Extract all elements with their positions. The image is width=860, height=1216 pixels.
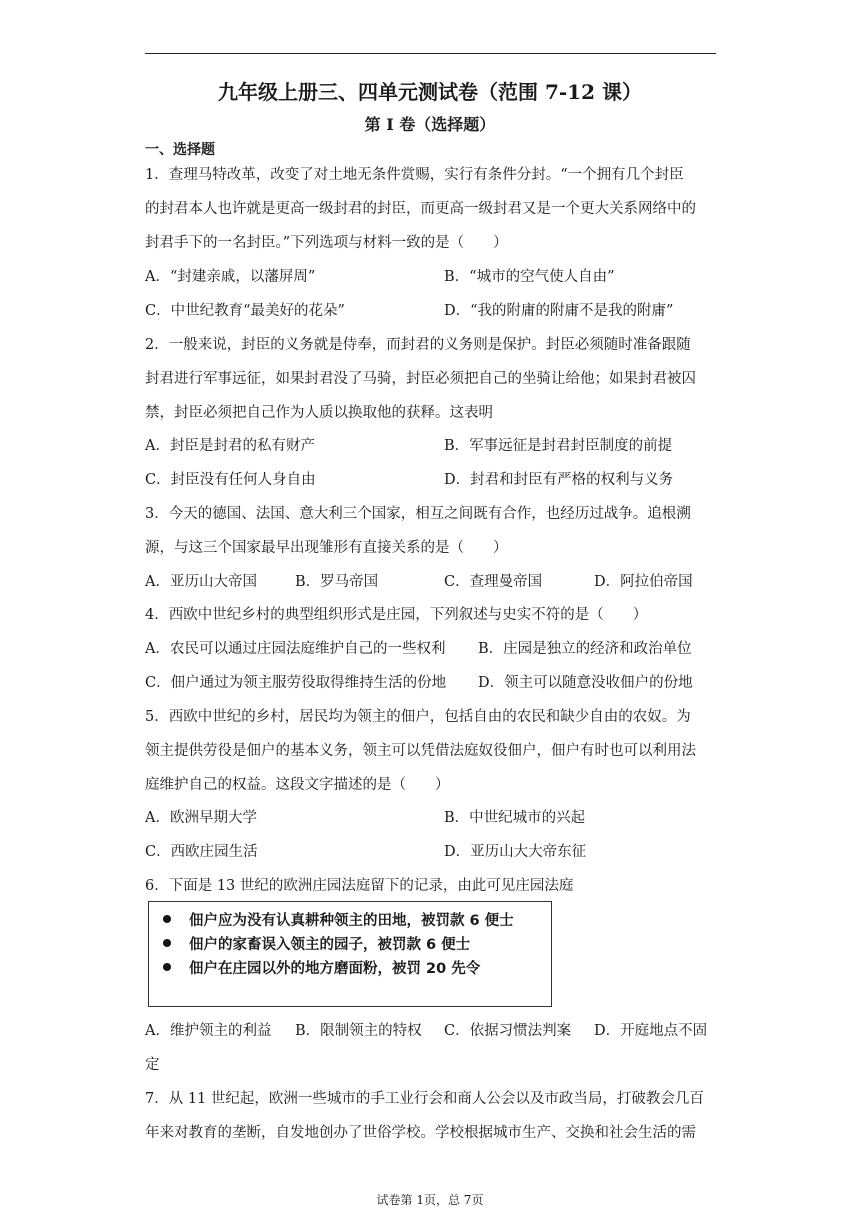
page-footer: 试卷第 1页，总 7页 xyxy=(376,1193,484,1207)
q6-option-a: A．维护领主的利益 xyxy=(145,1023,272,1039)
q4-option-a: A．农民可以通过庄园法庭维护自己的一些权利 xyxy=(145,641,446,657)
record-item xyxy=(163,909,514,930)
question-2-line-1: 2．一般来说，封臣的义务就是侍奉，而封君的义务则是保护。封臣必须随时准备跟随 xyxy=(145,337,691,353)
record-text: 佃户应为没有认真耕种领主的田地，被罚款 6 便士 xyxy=(189,913,514,929)
bullet-icon xyxy=(163,915,171,923)
question-1-line-2: 的封君本人也许就是更高一级封君的封臣，而更高一级封君又是一个更大关系网络中的 xyxy=(145,201,696,217)
q2-option-c: C．封臣没有任何人身自由 xyxy=(145,472,316,488)
q2-option-d: D．封君和封臣有严格的权利与义务 xyxy=(444,472,674,488)
section-heading: 一、选择题 xyxy=(145,142,215,158)
record-text: 佃户的家畜误入领主的园子，被罚款 6 便士 xyxy=(189,937,471,953)
question-4-line-1: 4．西欧中世纪乡村的典型组织形式是庄园，下列叙述与史实不符的是（ ） xyxy=(145,607,648,623)
q5-option-a: A．欧洲早期大学 xyxy=(145,810,257,826)
q4-option-d: D．领主可以随意没收佃户的份地 xyxy=(478,675,693,691)
q5-option-c: C．西欧庄园生活 xyxy=(145,844,258,860)
q1-option-b: B．“城市的空气使人自由” xyxy=(444,269,615,285)
q3-option-d: D．阿拉伯帝国 xyxy=(594,574,693,590)
q5-option-d: D．亚历山大大帝东征 xyxy=(444,844,587,860)
q6-option-d: D．开庭地点不固 xyxy=(594,1023,708,1039)
q6-option-d-wrap: 定 xyxy=(145,1057,160,1073)
bullet-icon xyxy=(163,963,171,971)
q5-option-b: B．中世纪城市的兴起 xyxy=(444,810,586,826)
page-title: 九年级上册三、四单元测试卷（范围 7-12 课） xyxy=(218,80,642,104)
q6-option-c: C．依据习惯法判案 xyxy=(444,1023,572,1039)
q1-option-d: D．“我的附庸的附庸不是我的附庸” xyxy=(444,303,674,319)
question-5-line-2: 领主提供劳役是佃户的基本义务，领主可以凭借法庭奴役佃户，佃户有时也可以利用法 xyxy=(145,743,696,759)
question-2-line-2: 封君进行军事远征，如果封君没了马骑，封臣必须把自己的坐骑让给他；如果封君被囚 xyxy=(145,371,696,387)
record-item xyxy=(163,933,470,954)
question-3-line-2: 源，与这三个国家最早出现雏形有直接关系的是（ ） xyxy=(145,540,508,556)
question-2-line-3: 禁，封臣必须把自己作为人质以换取他的获释。这表明 xyxy=(145,405,493,421)
court-record-box xyxy=(148,901,552,1007)
question-5-line-1: 5．西欧中世纪的乡村，居民均为领主的佃户，包括自由的农民和缺少自由的农奴。为 xyxy=(145,709,691,725)
header-rule xyxy=(145,53,716,54)
q2-option-a: A．封臣是封君的私有财产 xyxy=(145,438,315,454)
question-3-line-1: 3．今天的德国、法国、意大利三个国家，相互之间既有合作，也经历过战争。追根溯 xyxy=(145,506,691,522)
q3-option-c: C．查理曼帝国 xyxy=(444,574,543,590)
q1-option-a: A．“封建亲戚，以藩屏周” xyxy=(145,269,316,285)
q3-option-b: B．罗马帝国 xyxy=(295,574,379,590)
question-1-line-3: 封君手下的一名封臣。”下列选项与材料一致的是（ ） xyxy=(145,235,508,251)
question-5-line-3: 庭维护自己的权益。这段文字描述的是（ ） xyxy=(145,777,450,793)
q4-option-b: B．庄园是独立的经济和政治单位 xyxy=(478,641,692,657)
q1-option-c: C．中世纪教育“最美好的花朵” xyxy=(145,303,345,319)
q4-option-c: C．佃户通过为领主服劳役取得维持生活的份地 xyxy=(145,675,447,691)
q6-option-b: B．限制领主的特权 xyxy=(295,1023,422,1039)
record-item xyxy=(163,957,480,978)
record-text: 佃户在庄园以外的地方磨面粉，被罚 20 先令 xyxy=(189,961,481,977)
q3-option-a: A．亚历山大帝国 xyxy=(145,574,257,590)
page-subtitle: 第 I 卷（选择题） xyxy=(364,115,496,134)
bullet-icon xyxy=(163,939,171,947)
question-7-line-1: 7．从 11 世纪起，欧洲一些城市的手工业行会和商人公会以及市政当局，打破教会几百 xyxy=(145,1091,704,1107)
question-7-line-2: 年来对教育的垄断，自发地创办了世俗学校。学校根据城市生产、交换和社会生活的需 xyxy=(145,1125,696,1141)
question-1-line-1: 1．查理马特改革，改变了对土地无条件赏赐，实行有条件分封。“一个拥有几个封臣 xyxy=(145,167,684,183)
question-6-line-1: 6．下面是 13 世纪的欧洲庄园法庭留下的记录，由此可见庄园法庭 xyxy=(145,878,574,894)
q2-option-b: B．军事远征是封君封臣制度的前提 xyxy=(444,438,673,454)
